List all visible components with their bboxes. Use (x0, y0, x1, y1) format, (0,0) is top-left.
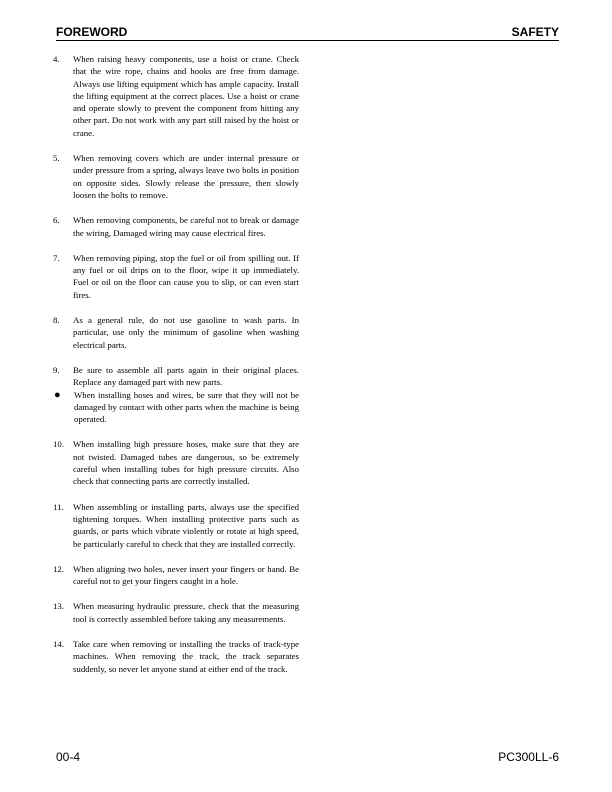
item-number: 4. (53, 54, 60, 64)
list-item (53, 638, 299, 675)
item-number: 12. (53, 563, 64, 574)
item-number: 8. (53, 315, 60, 326)
header-chapter-title: SAFETY (511, 25, 559, 39)
item-number: 13. (53, 601, 64, 612)
list-item (53, 438, 299, 487)
item-text: As a general rule, do not use gasoline to wash parts. In particular, use only the minimum of gasoline when washing electrical parts. (73, 315, 299, 350)
header-section-title: FOREWORD (56, 25, 128, 39)
item-number: 14. (53, 638, 64, 649)
list-item (53, 214, 299, 239)
item-text: When removing piping, stop the fuel or oil from spilling out. If any fuel or oil drips on to the floor, wipe it up immediately. Fuel or oil on the floor can cause you to slip, or can even start fires. (73, 252, 299, 300)
list-item (53, 563, 299, 588)
item-number: 11. (53, 501, 64, 512)
list-item (53, 152, 299, 201)
safety-instruction-list (53, 53, 299, 675)
item-text: When removing covers which are under internal pressure or under pressure from a spring, always leave two bolts in position on opposite sides. Slowly release the pressure, then slowly loosen the bolts to remove. (73, 153, 299, 200)
item-text: Be sure to assemble all parts again in their original places. Replace any damaged part with new parts. (73, 364, 299, 388)
item-text: When installing hoses and wires, be sure that they will not be damaged by contact with other parts when the machine is being operated. (74, 389, 299, 425)
item-number: 5. (53, 153, 60, 164)
item-text: When measuring hydraulic pressure, check that the measuring tool is correctly assembled before taking any measurements. (73, 601, 299, 624)
page-header (56, 24, 559, 41)
item-text: When removing components, be careful not to break or damage the wiring, Damaged wiring may cause electrical fires. (73, 215, 299, 238)
item-number: 10. (53, 439, 64, 450)
list-item (53, 53, 299, 139)
item-text: When raising heavy components, use a hoist or crane. Check that the wire rope, chains and hooks are free from damage. Always use lifting equipment which has ample capacity. Install the lifting equipment at the correct places. Use a hoist or crane and operate slowly to prevent the component from hitting any other part. Do not work with any part still raised by the hoist or crane. (73, 54, 299, 138)
list-item (53, 252, 299, 301)
list-item-bullet (53, 389, 299, 426)
item-text: When aligning two holes, never insert your fingers or hand. Be careful not to get your fingers caught in a hole. (73, 563, 299, 587)
page-number: 00-4 (56, 750, 81, 764)
item-text: Take care when removing or installing the tracks of track-type machines. When removing the track, the track separates suddenly, so never let anyone stand at either end of the track. (73, 638, 299, 674)
item-text: When assembling or installing parts, always use the specified tightening torques. When installing protective parts such as guards, or parts which vibrate violently or rotate at high speed, be particularly careful to check that they are installed correctly. (73, 501, 299, 549)
list-item (53, 600, 299, 625)
item-text: When installing high pressure hoses, make sure that they are not twisted. Damaged tubes are dangerous, so be extremely careful when installing tubes for high pressure circuits. Also check that connecting parts are correctly installed. (73, 439, 299, 487)
item-number: 7. (53, 252, 60, 263)
list-item (53, 314, 299, 351)
item-number: 6. (53, 215, 60, 226)
list-item (53, 364, 299, 389)
model-name: PC300LL-6 (498, 750, 559, 764)
item-number: 9. (53, 364, 60, 375)
list-item (53, 501, 299, 550)
bullet-icon: ● (54, 388, 61, 401)
